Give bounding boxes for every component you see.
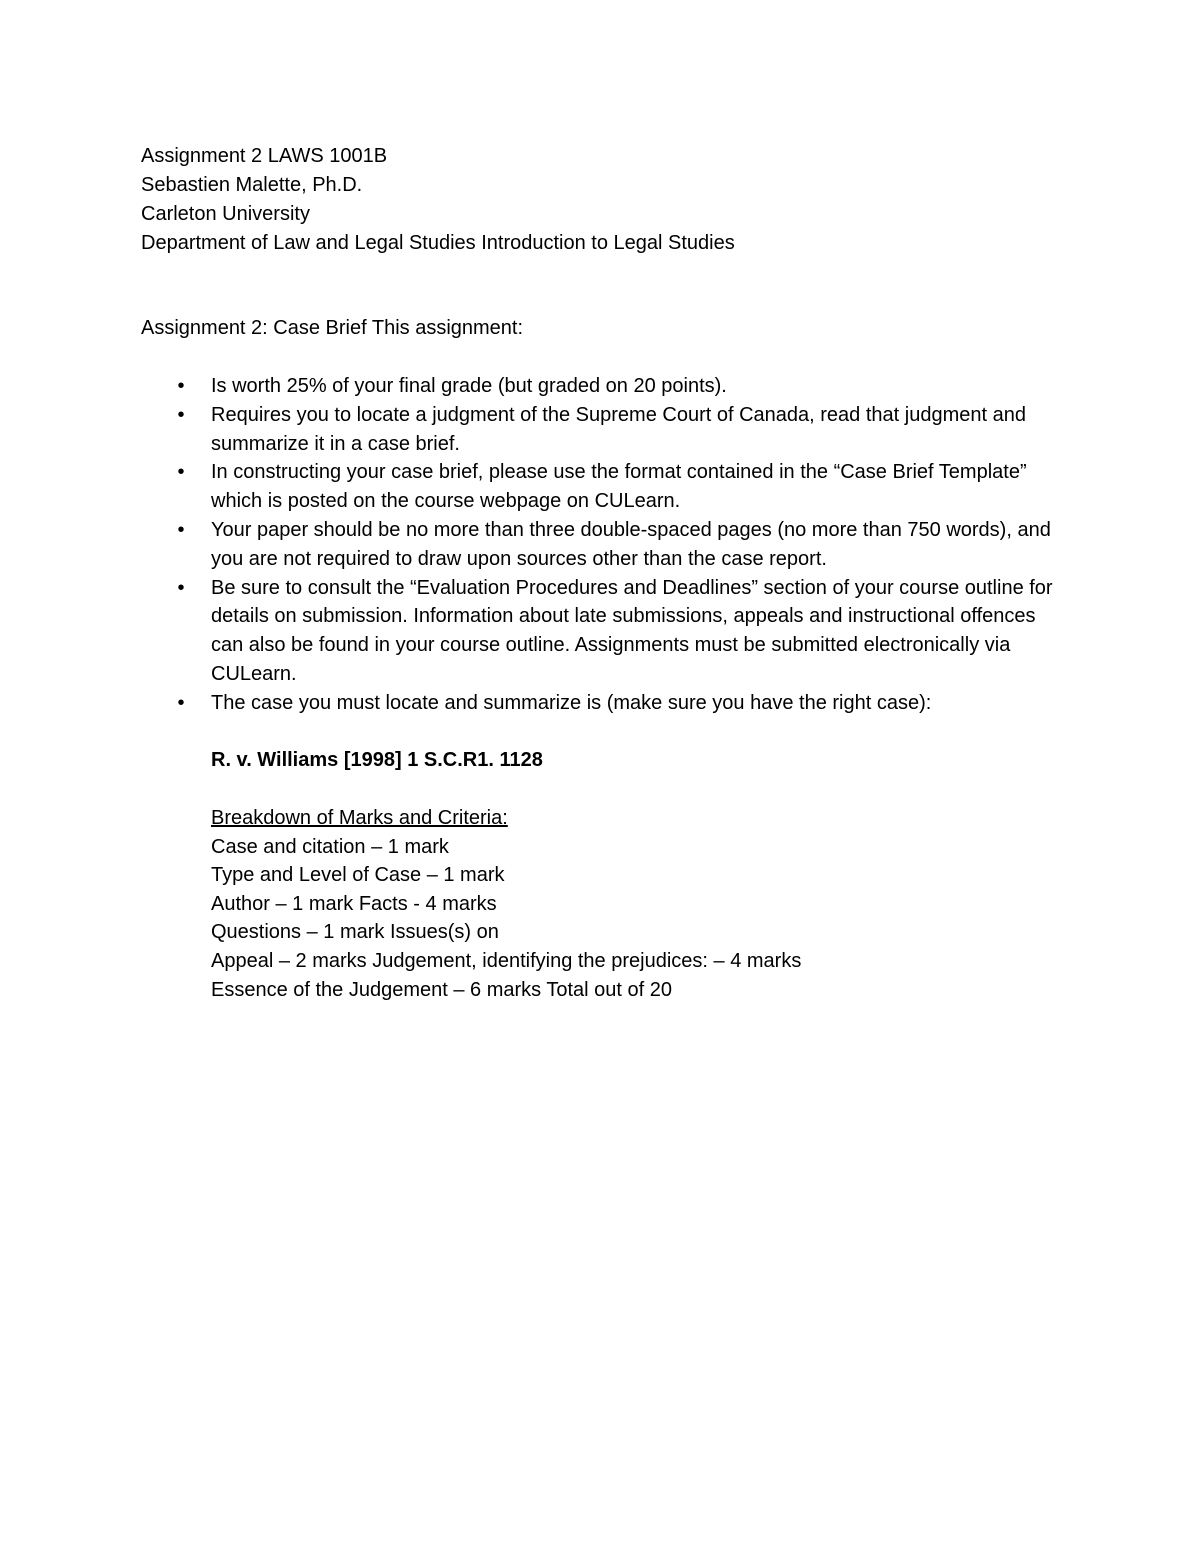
marks-line: Type and Level of Case – 1 mark	[211, 864, 505, 887]
department-name: Department of Law and Legal Studies Introduction to Legal Studies	[141, 232, 735, 254]
list-item-text: Your paper should be no more than three double-spaced pages (no more than 750 words), and you are not required to draw upon sources other than the case report.	[211, 518, 1051, 570]
list-item-text: The case you must locate and summarize is (make sure you have the right case):	[211, 691, 932, 714]
marks-line: Essence of the Judgement – 6 marks Total out of 20	[211, 978, 673, 1001]
instructor-name: Sebastien Malette, Ph.D.	[141, 174, 363, 196]
marks-line: Appeal – 2 marks Judgement, identifying the prejudices: – 4 marks	[211, 949, 802, 972]
list-item	[176, 372, 1056, 401]
requirements-list	[176, 372, 1056, 718]
bullet-icon: •	[177, 403, 185, 426]
marks-line: Questions – 1 mark Issues(s) on	[211, 921, 499, 944]
bullet-icon: •	[177, 375, 185, 397]
list-item	[176, 574, 1056, 689]
list-item-text: Requires you to locate a judgment of the Supreme Court of Canada, read that judgment and summarize it in a case brief.	[211, 403, 1026, 455]
list-item-text: In constructing your case brief, please use the format contained in the “Case Brief Template” which is posted on the course webpage on CULearn.	[211, 461, 1027, 513]
bullet-icon: •	[177, 691, 185, 714]
marks-line: Case and citation – 1 mark	[211, 835, 449, 858]
bullet-icon: •	[177, 518, 185, 541]
list-item	[176, 401, 1056, 459]
case-citation: R. v. Williams [1998] 1 S.C.R1. 1128	[211, 749, 543, 771]
list-item	[176, 689, 1056, 718]
assignment-intro: Assignment 2: Case Brief This assignment:	[141, 317, 524, 339]
document-header	[141, 142, 735, 258]
marks-heading: Breakdown of Marks and Criteria:	[211, 807, 508, 829]
list-item-text: Is worth 25% of your final grade (but graded on 20 points).	[211, 375, 727, 397]
list-item	[176, 516, 1056, 574]
marks-breakdown	[211, 804, 801, 1004]
marks-line: Author – 1 mark Facts - 4 marks	[211, 892, 497, 915]
bullet-icon: •	[177, 461, 185, 484]
assignment-title: Assignment 2 LAWS 1001B	[141, 145, 388, 167]
bullet-icon: •	[177, 576, 185, 599]
list-item	[176, 458, 1056, 516]
university-name: Carleton University	[141, 203, 310, 225]
list-item-text: Be sure to consult the “Evaluation Procedures and Deadlines” section of your course outline for details on submission. Information about late submissions, appeals and instructional offences can also be found in your course outline. Assignments must be submitted electronically via CULearn.	[211, 576, 1053, 685]
